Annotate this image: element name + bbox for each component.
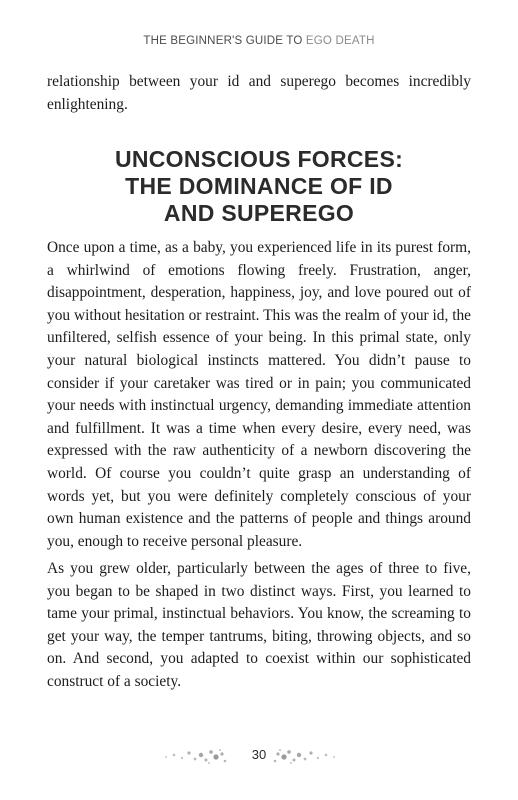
running-header	[0, 35, 518, 47]
section-heading-line-1: UNCONSCIOUS FORCES:	[114, 146, 404, 172]
sparkle-ornament-icon	[162, 746, 232, 766]
running-header-accent: EGO DEATH	[305, 35, 375, 47]
body-paragraph: Once upon a time, as a baby, you experienced life in its purest form, a whirlwind of emotions flowing freely. Frustration, anger, disappointment, desperation, happiness, joy, and love poured out of you without hesitation or restraint. This was the realm of your id, the unfiltered, selfish essence of your being. In this primal state, only your natural biological instincts mattered. You didn’t pause to consider if your caretaker was tired or in pain; you communicated your needs with instinctual urgency, demanding immediate attention and fulfillment. It was a time when every desire, every need, was expressed with the raw authenticity of a newborn discovering the world. Of course you couldn’t quite grasp an understanding of words yet, but you were definitely completely conscious of your own human existence and the patterns of people and things around you, enough to receive personal pleasure.	[47, 239, 471, 550]
continuation-paragraph: relationship between your id and superego becomes incredibly enlightening.	[47, 73, 471, 113]
sparkle-ornament-icon	[268, 746, 338, 766]
page-footer	[0, 744, 518, 768]
section-heading-line-3: AND SUPEREGO	[163, 200, 355, 226]
section-heading-line-2: THE DOMINANCE OF ID	[125, 173, 393, 199]
page-number: 30	[251, 747, 267, 762]
running-header-title: THE BEGINNER'S GUIDE TO	[143, 35, 303, 47]
body-paragraph: As you grew older, particularly between the ages of three to five, you began to be shaped in two distinct ways. First, you learned to tame your primal, instinctual behaviors. You know, the screaming to get your way, the temper tantrums, biting, throwing objects, and so on. And second, you adapted to coexist within our sophisticated construct of a society.	[47, 560, 471, 690]
section-heading	[0, 146, 518, 227]
